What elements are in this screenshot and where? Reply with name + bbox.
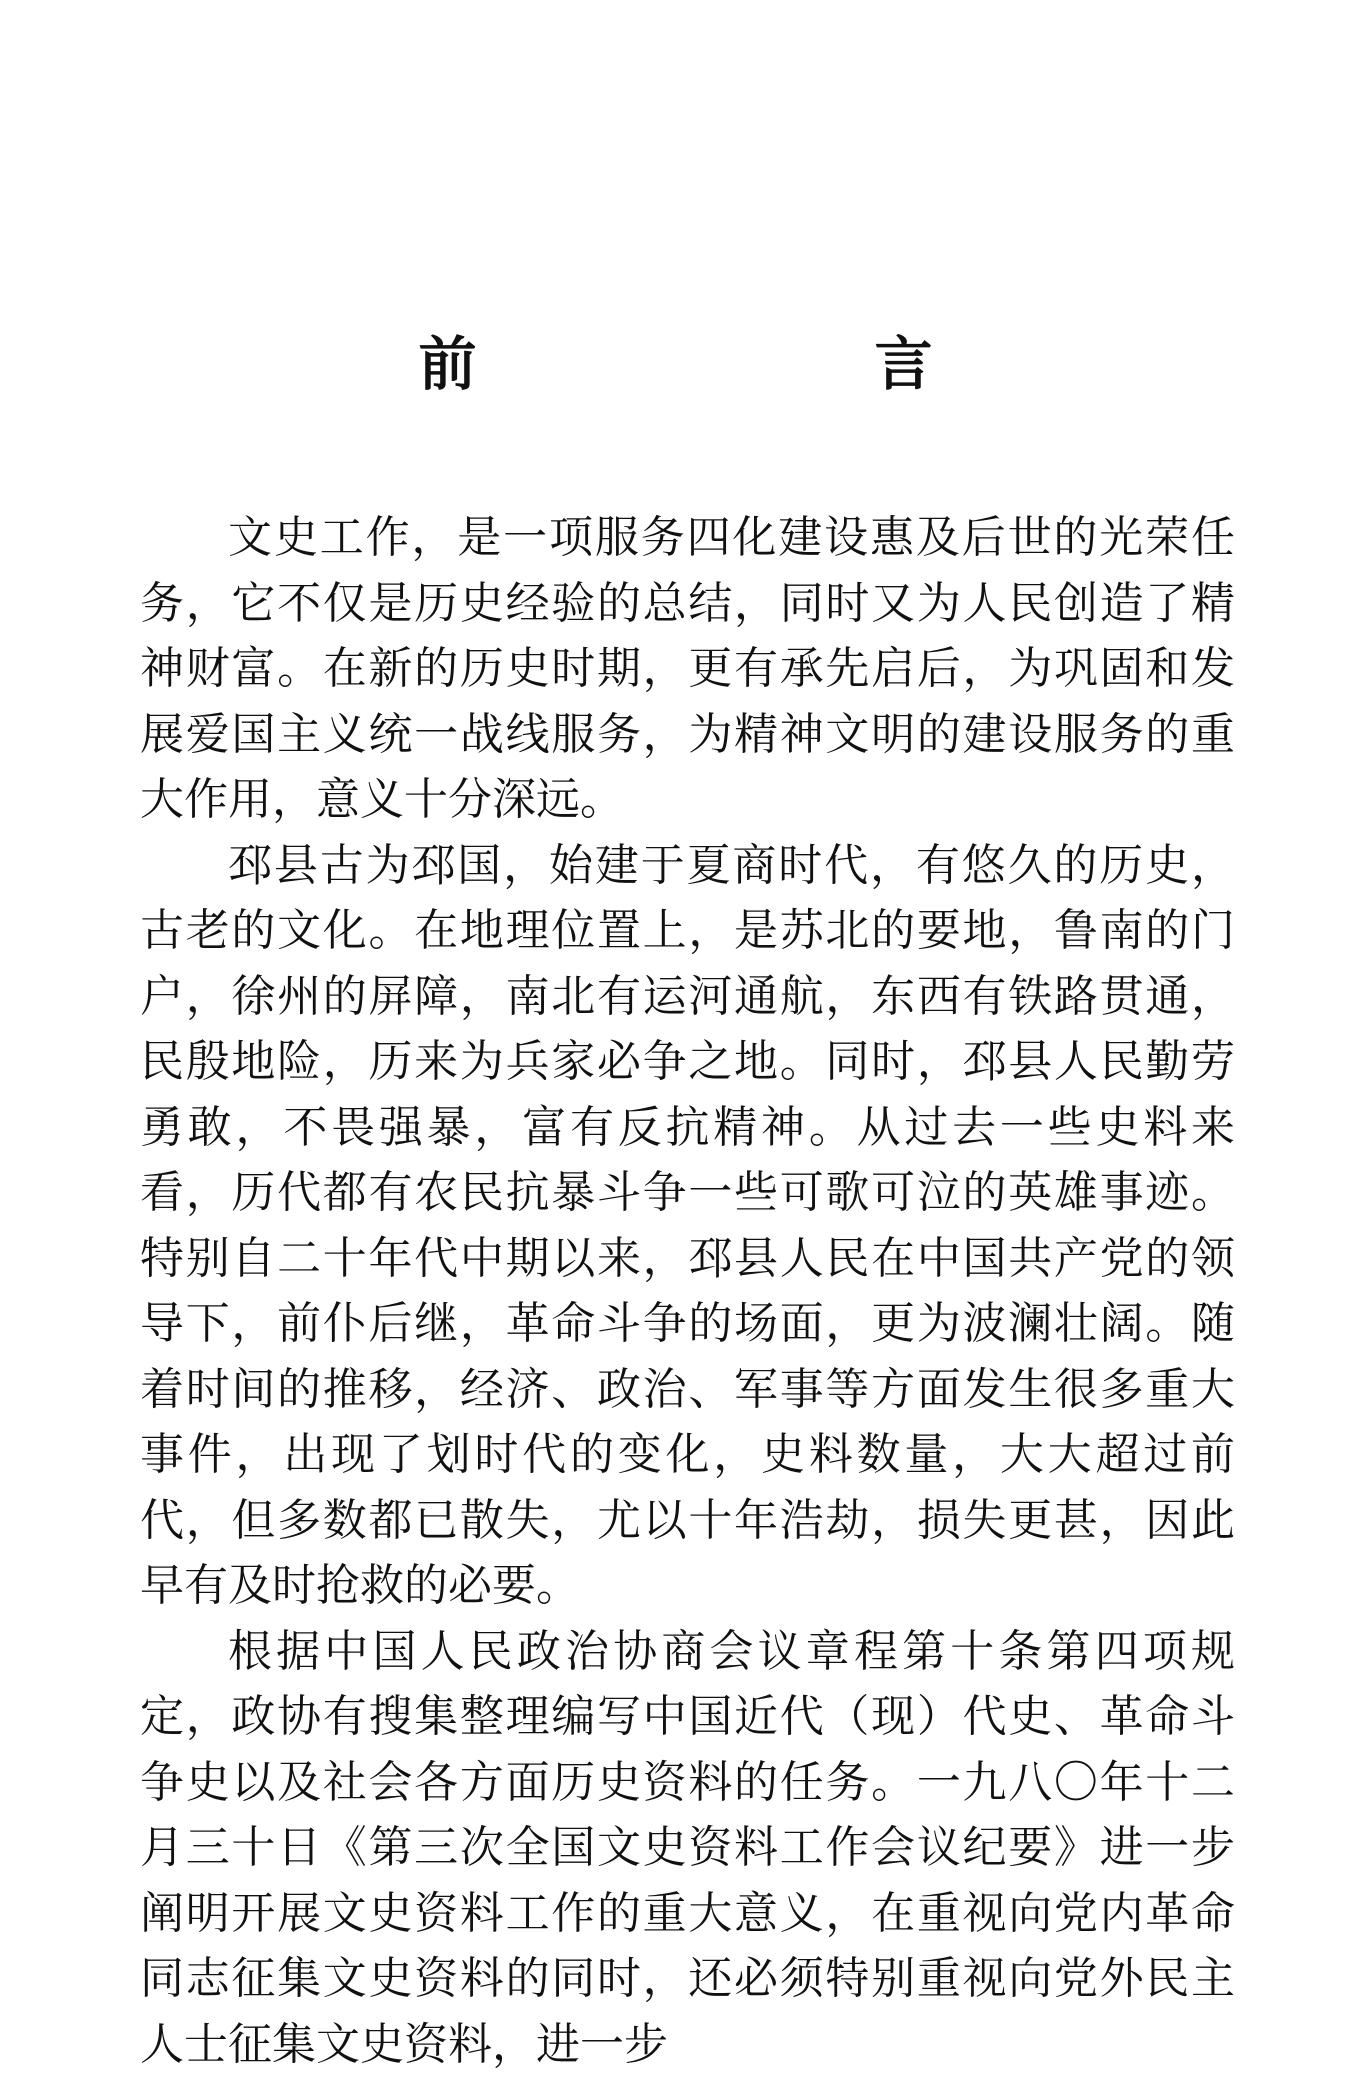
paragraph: 邳县古为邳国，始建于夏商时代，有悠久的历史，古老的文化。在地理位置上，是苏北的要地，鲁南的门户，徐州的屏障，南北有运河通航，东西有铁路贯通，民殷地险，历来为兵家必争之地。同时，邳县人民勤劳勇敢，不畏强暴，富有反抗精神。从过去一些史料来看，历代都有农民抗暴斗争一些可歌可泣的英雄事迹。特别自二十年代中期以来，邳县人民在中国共产党的领导下，前仆后继，革命斗争的场面，更为波澜壮阔。随着时间的推移，经济、政治、军事等方面发生很多重大事件，出现了划时代的变化，史料数量，大大超过前代，但多数都已散失，尤以十年浩劫，损失更甚，因此早有及时抢救的必要。 [140,833,1235,1619]
body-text [140,505,1235,2077]
page-title: 前 言 [0,335,1351,393]
paragraph: 根据中国人民政治协商会议章程第十条第四项规定，政协有搜集整理编写中国近代（现）代史、革命斗争史以及社会各方面历史资料的任务。一九八〇年十二月三十日《第三次全国文史资料工作会议纪要》进一步阐明开展文史资料工作的重大意义，在重视向党内革命同志征集文史资料的同时，还必须特别重视向党外民主人士征集文史资料，进一步 [140,1619,1235,2077]
paragraph: 文史工作，是一项服务四化建设惠及后世的光荣任务，它不仅是历史经验的总结，同时又为人民创造了精神财富。在新的历史时期，更有承先启后，为巩固和发展爱国主义统一战线服务，为精神文明的建设服务的重大作用，意义十分深远。 [140,505,1235,833]
